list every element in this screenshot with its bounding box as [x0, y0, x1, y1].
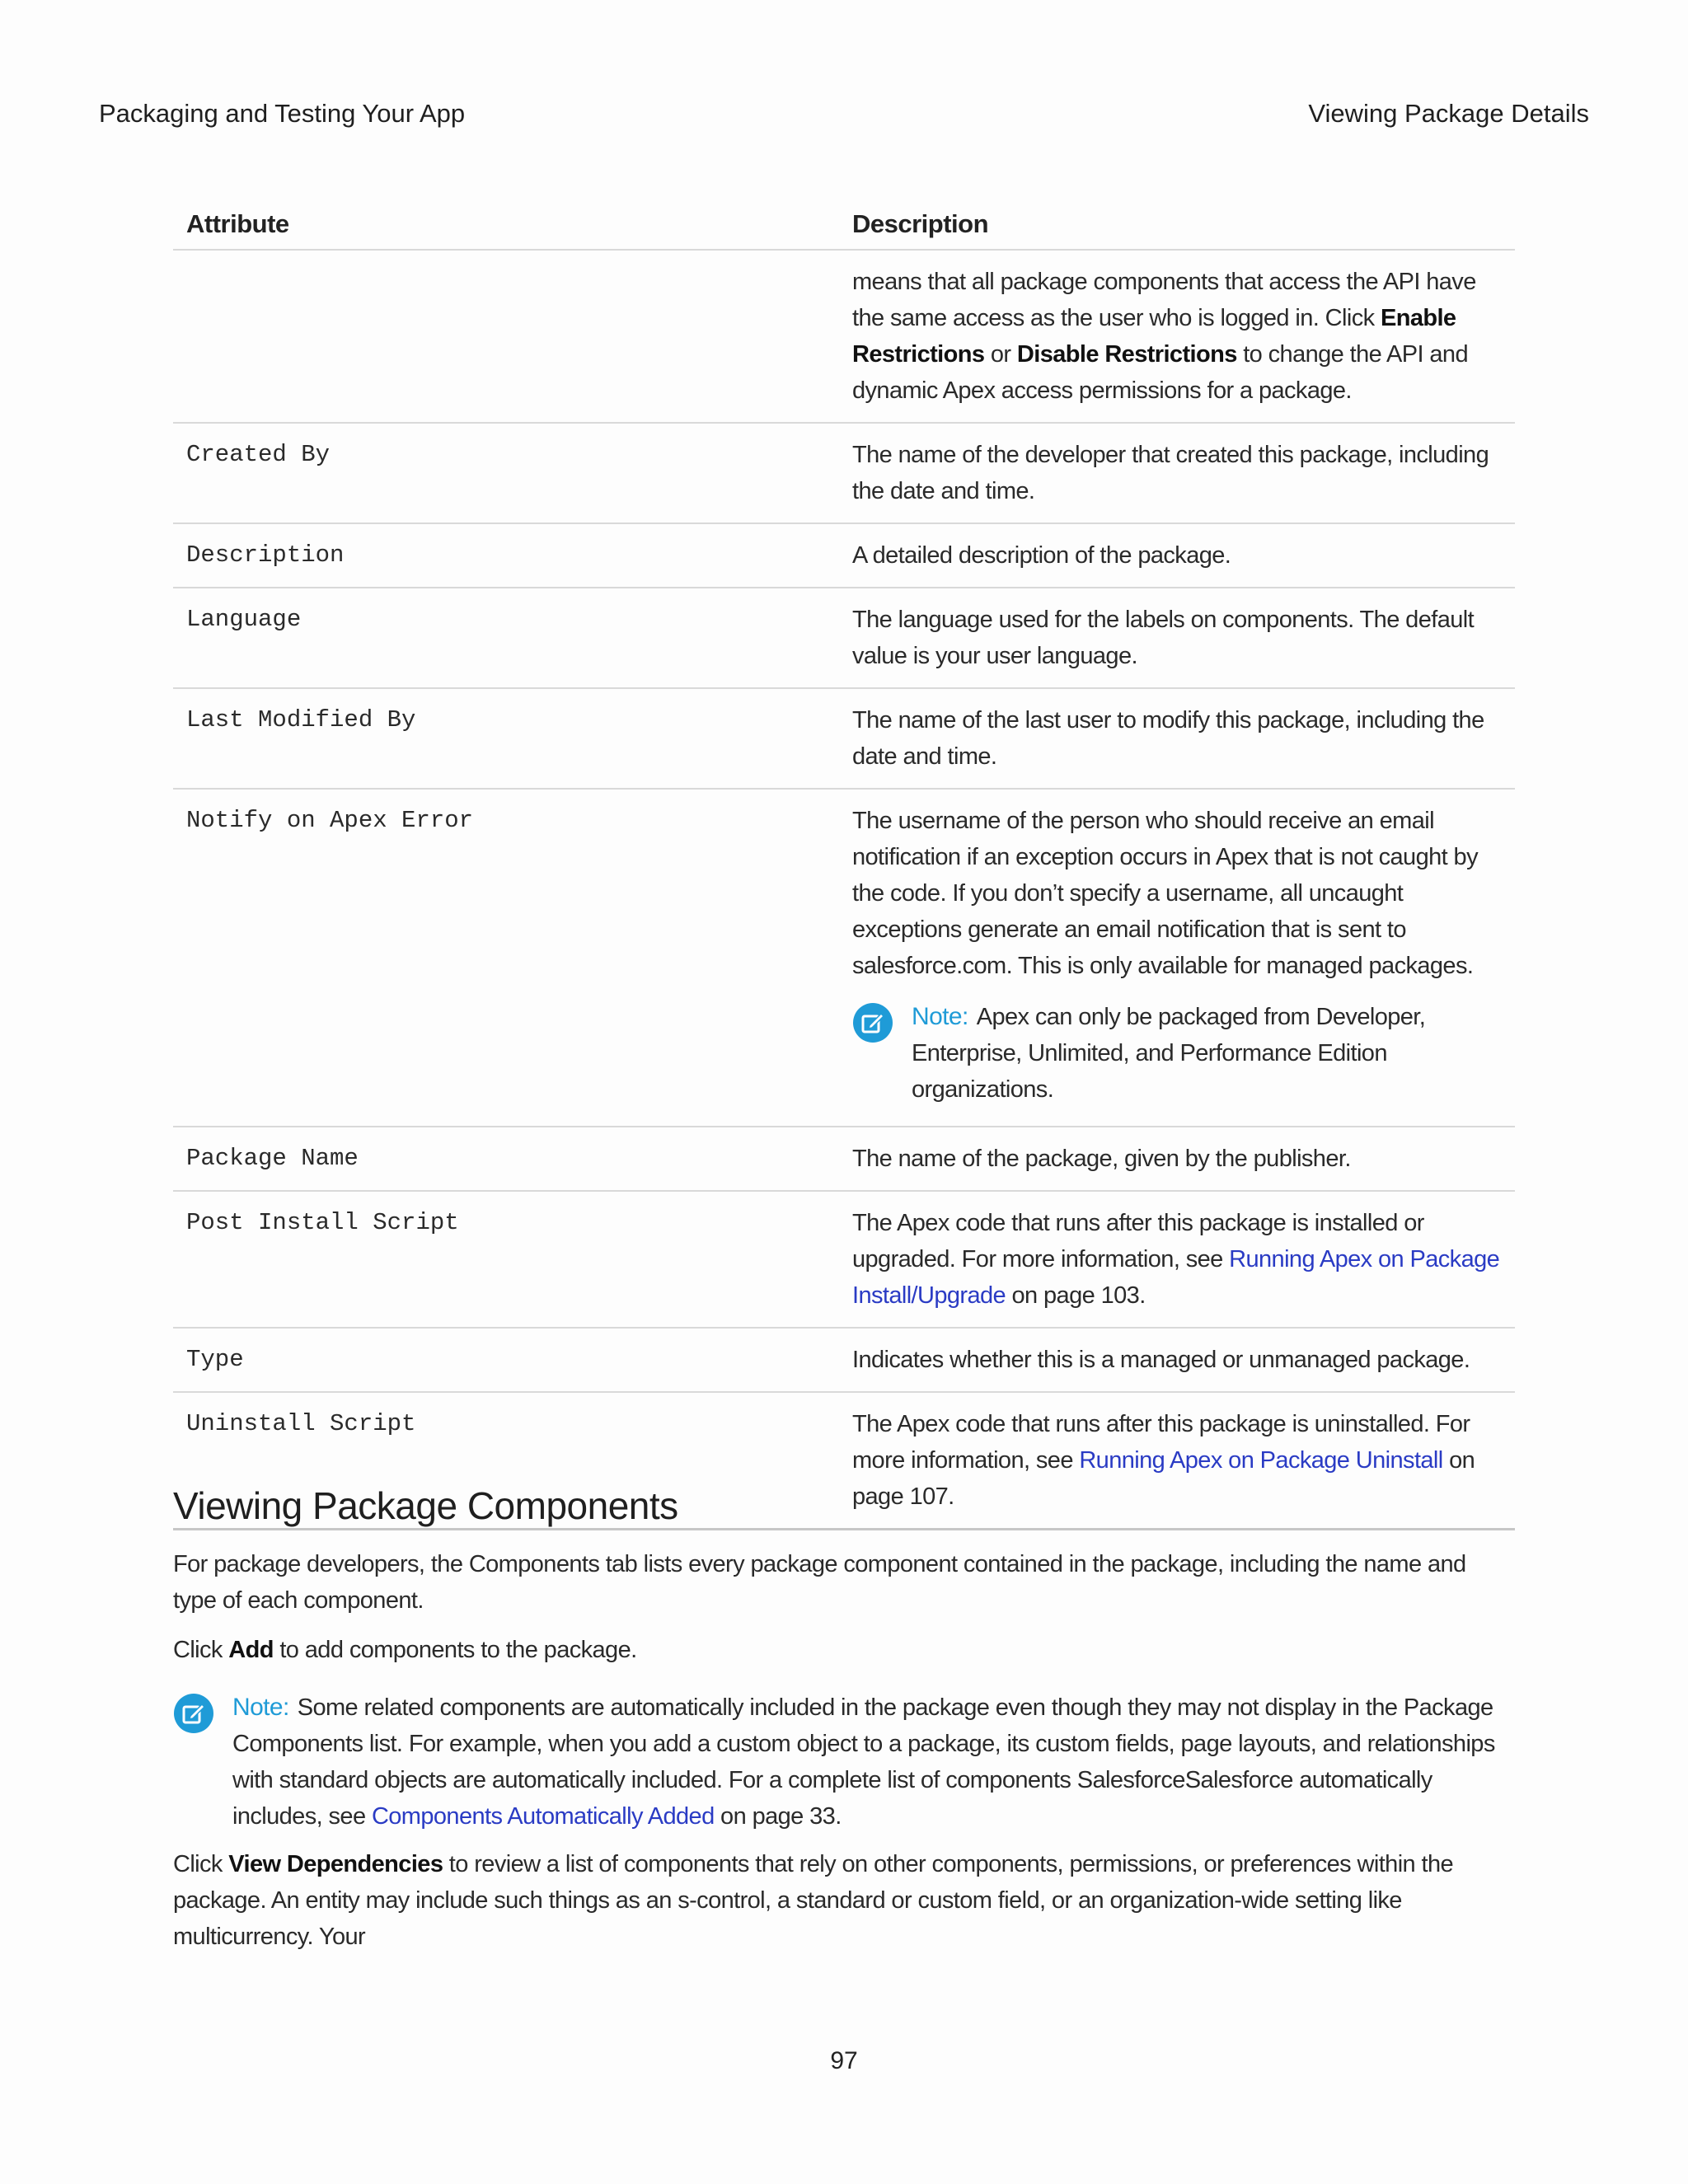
running-apex-uninstall-link[interactable]: Running Apex on Package Uninstall — [1079, 1447, 1443, 1474]
table-row — [173, 1328, 1515, 1392]
attribute-name: Last Modified By — [186, 706, 416, 733]
attribute-name: Type — [186, 1346, 244, 1373]
text-run: to review a list of components that rely on other components, permissions, or preferences within the package. An entity may include such things as an s-control, a standard or custom field, or an organization-wide setting like multicurrency. Your — [173, 1851, 1454, 1950]
table-row — [173, 1127, 1515, 1191]
description-text: The name of the developer that created this package, including the date and time. — [852, 442, 1489, 504]
text-run: means that all package components that access the API have the same access as the user who is logged in. Click — [852, 269, 1476, 331]
attribute-table — [173, 198, 1515, 1530]
components-intro-paragraph: For package developers, the Components tab lists every package component contained in the package, including the name and type of each component. — [173, 1551, 1466, 1614]
attribute-cell — [173, 1127, 839, 1191]
note-label: Note: — [912, 1003, 968, 1030]
text-run: Click — [173, 1637, 229, 1663]
disable-restrictions-label: Disable Restrictions — [1016, 341, 1237, 368]
add-label: Add — [228, 1637, 274, 1663]
text-run: or — [984, 341, 1017, 368]
description-cell — [839, 523, 1515, 588]
description-cell — [839, 1328, 1515, 1392]
page-number: 97 — [830, 2047, 858, 2074]
attribute-cell — [173, 250, 839, 423]
section-note-callout — [173, 1690, 1515, 1835]
attribute-name: Language — [186, 606, 302, 633]
attribute-cell — [173, 688, 839, 789]
text-run: on page 33. — [714, 1803, 842, 1830]
note-text: Some related components are automatically included in the package even though they may not display in the Package Components list. For example, when you add a custom object to a package, its custom fields, page layouts, and relationships with standard objects are automatically included. For a complete list of components SalesforceSalesforce automatically includes, see — [232, 1694, 1495, 1830]
description-cell — [839, 250, 1515, 423]
description-cell — [839, 1392, 1515, 1530]
attribute-name: Created By — [186, 441, 331, 468]
text-run: The Apex code that runs after this package is installed or upgraded. For more information, see — [852, 1210, 1424, 1272]
description-cell — [839, 423, 1515, 523]
description-text: The name of the package, given by the publisher. — [852, 1146, 1351, 1172]
description-cell — [839, 789, 1515, 1127]
attribute-cell — [173, 1191, 839, 1328]
column-header-description: Description — [839, 198, 1515, 250]
enable-restrictions-label: Enable Restrictions — [852, 305, 1456, 368]
attribute-name: Post Install Script — [186, 1209, 459, 1236]
table-row — [173, 523, 1515, 588]
attribute-cell — [173, 588, 839, 688]
table-row — [173, 588, 1515, 688]
description-text: The language used for the labels on components. The default value is your user language. — [852, 607, 1475, 669]
description-text: The name of the last user to modify this package, including the date and time. — [852, 707, 1484, 770]
table-row — [173, 688, 1515, 789]
running-header-chapter: Packaging and Testing Your App — [99, 99, 466, 128]
attribute-name: Package Name — [186, 1145, 359, 1172]
table-row — [173, 789, 1515, 1127]
text-run: on page 107. — [852, 1447, 1475, 1510]
attribute-cell — [173, 1328, 839, 1392]
description-text — [852, 264, 1505, 409]
text-run: Click — [173, 1851, 229, 1877]
attribute-name: Description — [186, 541, 345, 569]
table-row — [173, 423, 1515, 523]
note-callout — [852, 999, 1505, 1108]
description-text: A detailed description of the package. — [852, 542, 1231, 569]
attribute-cell — [173, 423, 839, 523]
description-cell — [839, 1127, 1515, 1191]
view-dependencies-label: View Dependencies — [228, 1851, 443, 1877]
description-text — [852, 1406, 1505, 1515]
table-row — [173, 250, 1515, 423]
description-cell — [839, 688, 1515, 789]
description-cell — [839, 588, 1515, 688]
description-text: Indicates whether this is a managed or unmanaged package. — [852, 1347, 1470, 1373]
note-edit-icon — [173, 1693, 214, 1734]
text-run: to add components to the package. — [273, 1637, 637, 1663]
running-header-section: Viewing Package Details — [1308, 99, 1589, 128]
column-header-attribute: Attribute — [173, 198, 839, 250]
attribute-cell — [173, 523, 839, 588]
note-edit-icon — [852, 1002, 893, 1043]
running-apex-install-upgrade-link[interactable]: Running Apex on Package Install/Upgrade — [852, 1246, 1500, 1309]
description-cell — [839, 1191, 1515, 1328]
attribute-name: Notify on Apex Error — [186, 807, 474, 834]
table-row — [173, 1191, 1515, 1328]
table-header-row — [173, 198, 1515, 250]
description-text — [852, 1205, 1505, 1314]
note-label: Note: — [232, 1694, 289, 1721]
text-run: to change the API and dynamic Apex access permissions for a package. — [852, 341, 1468, 404]
view-dependencies-paragraph — [173, 1846, 1515, 1955]
text-run: on page 103. — [1006, 1282, 1146, 1309]
note-text: Apex can only be packaged from Developer, Enterprise, Unlimited, and Performance Edition organizations. — [912, 1004, 1426, 1103]
attribute-cell — [173, 789, 839, 1127]
components-automatically-added-link[interactable]: Components Automatically Added — [371, 1803, 715, 1830]
section-heading: Viewing Package Components — [173, 1484, 678, 1527]
add-components-paragraph — [173, 1632, 1515, 1668]
attribute-name: Uninstall Script — [186, 1410, 416, 1437]
description-text: The username of the person who should receive an email notification if an exception occurs in Apex that is not caught by the code. If you don’t specify a username, all uncaught exceptions generate an email notification that is sent to salesforce.com. This is only available for managed packages. — [852, 808, 1478, 979]
text-run: The Apex code that runs after this package is uninstalled. For more information, see — [852, 1411, 1470, 1474]
